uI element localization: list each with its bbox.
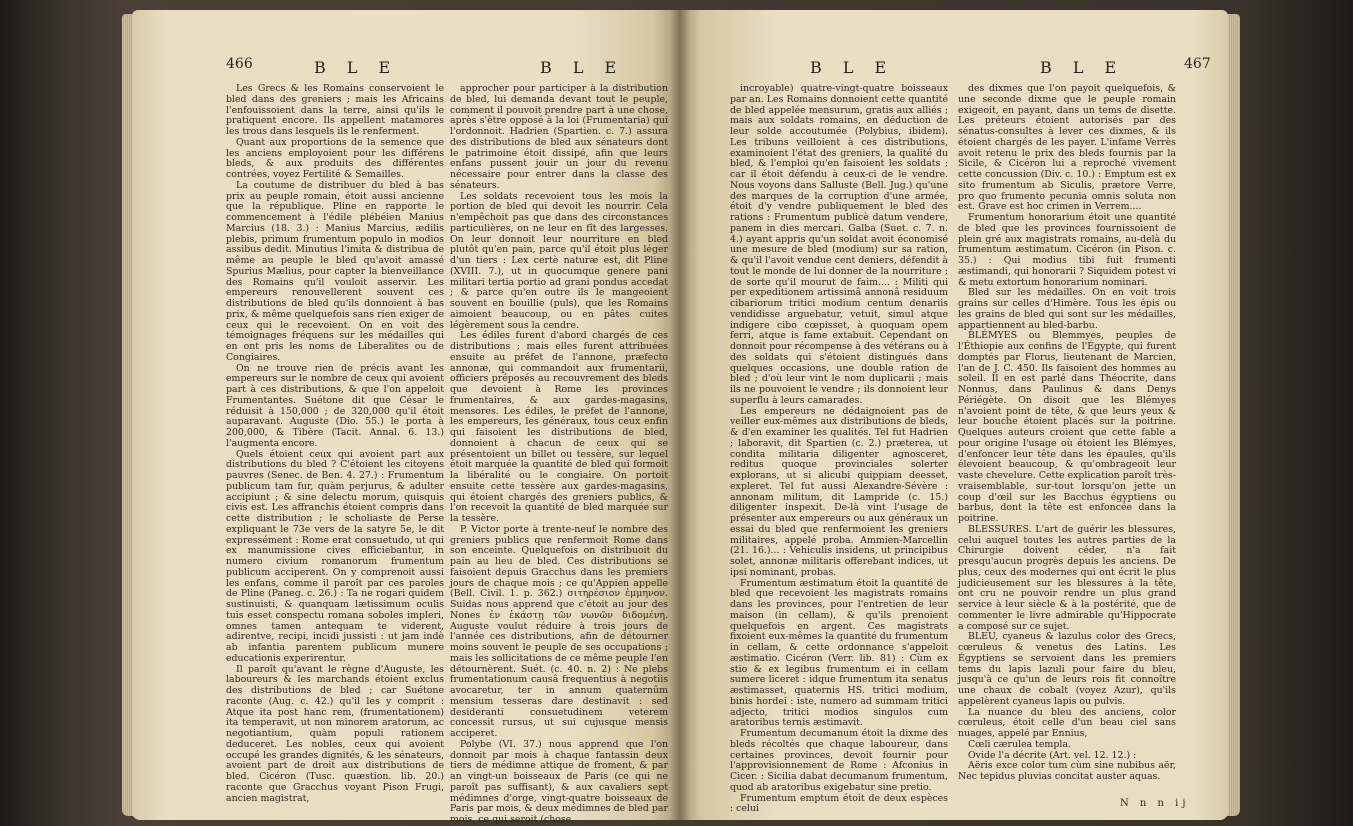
paragraph: BLÉMYES ou Blemmyes, peuples de l'Éthiopie aux confins de l'Égypte, qui furent domptés par Florus, lieutenant de Marcien, l'an de J. C. 450. Ils faisoient des hommes au soleil. Il en est parlé dans Théocrite, dans Nonnus, dans Paulinus & dans Denys Périégète. On disoit que les Blémyes n'avoient point de tête, & que leurs yeux & leur bouche étoient placés sur la poitrine. Quelques auteurs croient que cette fable a pour origine l'usage où étoient les Blémyes, d'enfoncer leur tête dans les épaules, qu'ils élevoient beaucoup, & qu'ombrageoit leur vaste chevelure. Cette explication paroît très-vraisemblable, sur-tout lorsqu'on jette un coup d'œil sur les Bacchus égyptiens ou barbus, dont la tête est enfoncée dans la poitrine.: [958, 330, 1176, 524]
running-head-left-col2: B L E: [540, 58, 625, 77]
paragraph: Frumentum æstimatum étoit la quantité de bled que recevoient les magistrats romains dans les provinces, pour l'entretien de leur maison (in cellam), & qu'ils prenoient quelquefois en argent. Ces magistrats fixoient eux-mêmes la quantité du frumentum in cellam, & cette ordonnance s'appeloit æstimatio. Cicéron (Verr. lib. 81) : Cùm ex stio & ex legibus frumentum ei in cellam sumere liceret : idque frumentum ita senatus æstimasset, quaternis HS. tritici modium, binis hordei : iste, numero ad summam tritici adjecto, tritici modios singulos cum aratoribus ternis æstimavit.: [730, 577, 948, 729]
paragraph: Frumentum decumanum étoit la dixme des bleds récoltés que chaque laboureur, dans certaines provinces, devoit fournir pour l'approvisionnement de Rome : Afconius in Cicer. : Sicilia dabat decumanum frumentum, quod ab aratoribus exigebatur sine pretio.: [730, 728, 948, 793]
paragraph: Frumentum emptum étoit de deux espèces : celui: [730, 792, 948, 815]
paragraph: Quant aux proportions de la semence que les anciens employoient pour les différens bleds, & aux produits des différentes contrées, voyez Fertilité & Semailles.: [226, 136, 444, 180]
paragraph: Bled sur les médailles. On en voit trois grains sur celles d'Himère. Tous les épis ou les grains de bled qui sont sur les médailles, appartiennent au bled-barbu.: [958, 287, 1176, 331]
right-page-edge: [1226, 14, 1240, 816]
paragraph: Les Grecs & les Romains conservoient le bled dans des greniers ; mais les Africains l'enfouissoient dans la terre, ainsi qu'ils le pratiquent encore. Ils appellent matamores les trous dans lesquels ils le renferment.: [226, 83, 444, 137]
paragraph: BLESSURES. L'art de guérir les blessures, celui auquel toutes les autres parties de la Chirurgie doivent céder, n'a fait presqu'aucun progrès depuis les anciens. De plus, ceux des modernes qui ont écrit le plus judicieusement sur les blessures à la tête, ont cru ne pouvoir rendre un plus grand service à leur siècle & à la postérité, que de commenter le livre admirable qu'Hippocrate a composé sur ce sujet.: [958, 523, 1176, 632]
page-number-left: 466: [226, 56, 253, 72]
paragraph: Ovide l'a décrite (Art. vel. 12. 12.) :: [968, 749, 1137, 761]
running-head-right-col2: B L E: [1040, 58, 1125, 77]
running-head-left-col1: B L E: [314, 58, 399, 77]
paragraph: Il paroît qu'avant le règne d'Auguste, les laboureurs & les marchands étoient exclus des distributions de bled ; car Suétone raconte (Aug. c. 42.) qu'il les y comprit : Atque ita post hanc rem, (frumentationem) ita temperavit, ut non minorem aratorum, ac negotiantium, quàm populi rationem deduceret. Les nobles, ceux qui avoient occupé les grandes dignités, & les sénateurs, avoient part de droit aux distributions de bled. Cicéron (Tusc. quæstion. lib. 20.) raconte que Gracchus voyant Pison Frugi, ancien magistrat,: [226, 663, 444, 804]
paragraph: La nuance du bleu des anciens, color cœruleus, étoit celle d'un beau ciel sans nuages, appelé par Ennius,: [958, 706, 1176, 739]
paragraph: Les édiles furent d'abord chargés de ces distributions ; mais elles furent attribuées ensuite au préfet de l'annone, præfecto annonæ, qui commandoit aux frumentarii, officiers préposés au recouvrement des bleds que devoient à Rome les provinces frumentaires, & aux gardes-magasins, mensores. Les édiles, le préfet de l'annone, les empereurs, les généraux, tous ceux enfin qui faisoient les distributions de bled, donnoient à chacun de ceux qui se présentoient un billet ou tessère, sur lequel étoit marquée la quantité de bled qui formoit la libéralité ou le congiaire. On portoit ensuite cette tessère aux gardes-magasins, qui étoient chargés des greniers publics, & l'on recevoit la quantité de bled marquée sur la tessère.: [450, 330, 668, 524]
book-gutter: [670, 10, 690, 820]
paragraph: incroyable) quatre-vingt-quatre boisseaux par an. Les Romains donnoient cette quantité de bled appelée mensurum, gratis aux alliés ; mais aux soldats romains, en déduction de leur solde accoutumée (Polybius, ibidem). Les tribuns veilloient à ces distributions, examinoient l'état des greniers, la qualité du bled, & l'emploi qu'en faisoient les soldats ; car il étoit défendu à ceux-ci de le vendre. Nous voyons dans Salluste (Bell. Jug.) qu'une des marques de la corruption d'une armée, étoit d'y vendre publiquement le bled des rations : Frumentum publicè datum vendere, panem in dies mercari. Galba (Suet. c. 7. n. 4.) ayant appris qu'un soldat avoit économisé une mesure de bled (modium) sur sa ration, & qu'il l'avoit vendue cent deniers, défendit à tout le monde de lui donner de la nourriture ; de sorte qu'il mourut de faim.... : Militi qui per expeditionem artissimâ annonâ residuum cibariorum tritici modium centum denariis vendidisse arguebatur, vetuit, simul atque indigere cibo cœpisset, à quoquam opem ferri, atque is fame extabuit. Cependant on donnoit pour récompense à des vétérans ou à des soldats qui s'étoient distingués dans quelques occasions, une double ration de bled ; d'où leur vint le nom duplicarii ; mais ils ne pouvoient le vendre ; ils donnoient leur superflu à leurs camarades.: [730, 83, 948, 406]
paragraph: Les soldats recevoient tous les mois la portion de bled qui devoit les nourrir. Cela n'empêchoit pas que dans des circonstances particulières, on ne leur en fît des largesses. On leur donnoit leur nourriture en bled plutôt qu'en pain, parce qu'il étoit plus léger d'un tiers : Lex certè naturæ est, dit Pline (XVIII. 7.), ut in quocumque genere pani militari tertia portio ad grani pondus accedat ; & parce qu'en outre ils le mangeoient souvent en bouillie (puls), que les Romains aimoient beaucoup, ou en pâtes cuites légèrement sous la cendre.: [450, 190, 668, 331]
paragraph: On ne trouve rien de précis avant les empereurs sur le nombre de ceux qui avoient part à ces distributions, & que l'on appeloit Frumentantes. Suétone dit que César le réduisit à 150,000 ; de 320,000 qu'il étoit auparavant. Auguste (Dio. 55.) le porta à 200,000, & Tibère (Tacit. Annal. 6. 13.) l'augmenta encore.: [226, 362, 444, 449]
left-page: [132, 10, 680, 825]
paragraph: Les empereurs ne dédaignoient pas de veiller eux-mêmes aux distributions de bleds, & d'en examiner les qualités. Tel fut Hadrien ; laboravit, dit Spartien (c. 2.) præterea, ut condita militaria diligenter agnosceret, reditus quoque provinciales solerter explorans, ut si alicubi quippiam deesset, expleret. Tel fut aussi Alexandre-Sévère : annonam militum, dit Lampride (c. 15.) diligenter inspexit. De-là vint l'usage de présenter aux empereurs ou aux généraux un essai du bled que renfermoient les greniers militaires, appelé proba. Ammien-Marcellin (21. 16.)... : Vehiculis insidens, ut principibus solet, annonæ militaris offerebant indices, ut ipsi nominant, probas.: [730, 405, 948, 578]
right-page-column-2: [958, 84, 1176, 796]
paragraph: des dixmes que l'on payoit quelquefois, & une seconde dixme que le peuple romain exigeoit, en payant, dans un tems de disette. Les préteurs étoient autorisés par des sénatus-consultes à lever ces dixmes, & ils étoient chargés de les payer. L'infame Verrès avoit retenu le prix des bleds fournis par la Sicile, & Cicéron lui a reproché vivement cette concussion (Div. c. 10.) : Emptum est ex sito frumentum ab Siculis, prætore Verre, pro quo frumento pecunia omnis soluta non est. Grave est hoc crimen in Verrem....: [958, 83, 1176, 213]
paragraph: approcher pour participer à la distribution de bled, lui demanda devant tout le peuple, comment il pouvoit prendre part à une chose, après s'être opposé à la loi (Frumentaria) qui l'ordonnoit. Hadrien (Spartien. c. 7.) assura des distributions de bled aux sénateurs dont le patrimoine étoit dissipé, afin que leurs enfans pussent jouir un jour du revenu nécessaire pour entrer dans la classe des sénateurs.: [450, 83, 668, 191]
signature-mark: N n n ij: [1120, 798, 1190, 809]
paragraph: BLEU, cyaneus & lazulus color des Grecs, cœruleus & venetus des Latins. Les Égyptiens se servoient dans les premiers tems du lapis lazuli pour faire du bleu, jusqu'à ce qu'un de leurs rois fit connoître une chaux de cobalt (voyez Azur), qu'ils appelèrent cyaneus lapis ou pulvis.: [958, 631, 1176, 707]
paragraph: Frumentum honorarium étoit une quantité de bled que les provinces fournissoient de plein gré aux magistrats romains, au-delà du frumentum æstimatum. Cicéron (in Pison. c. 35.) : Qui modius tibi fuit frumenti æstimandi, qui honorarii ? Siquidem potest vi & metu extortum honorarium nominari.: [958, 212, 1176, 288]
paragraph: Quels étoient ceux qui avoient part aux distributions du bled ? C'étoient les citoyens pauvres (Senec. de Ben. 4. 27.) : Frumentum publicum tam fur, quàm perjurus, & adulter accipiunt ; & sine delectu morum, quisquis civis est. Les affranchis étoient compris dans cette distribution ; le scholiaste de Perse expliquant le 73e vers de la satyre 5e, le dit expressément : Rome erat consuetudo, ut qui ex manumissione cives efficiebantur, in numero civium romanorum frumentum publicum acciperent. On y comprenoit aussi les enfans, comme il paroît par ces paroles de Pline (Paneg. c. 26.) : Ta ne rogari quidem sustinuisti, & quanquam lætissimum oculis tuis esset conspectu romana soboles impleri, omnes tamen antequam te viderent, adirentve, recipi, incidi jussisti : ut jam indè ab infantia parentem publicum munere educationis experirentur.: [226, 448, 444, 664]
running-head-right-col1: B L E: [810, 58, 895, 77]
left-page-column-2: [450, 83, 668, 825]
paragraph: La coutume de distribuer du bled à bas prix au peuple romain, étoit aussi ancienne que la république. Pline en rapporte le commencement à l'édile plébéien Manius Marcius (18. 3.) : Manius Marcius, ædilis plebis, primum frumentum populo in modios assibus dedit. Minutius l'imita & distribua de même au peuple le bled qu'avoit amassé Spurius Mælius, pour capter la bienveillance des Romains qu'il vouloit asservir. Les empereurs renouvellerent souvent ces distributions de bled qu'ils donnoient à bas prix, & même quelquefois sans rien exiger de ceux qui le recevoient. On en voit des témoignages fréquens sur les médailles qui en ont pris les noms de Liberalites ou de Congiaires.: [226, 179, 444, 363]
paragraph: Aëris exce color tum cùm sine nubibus aër, Nec tepidus pluvias concitat auster aquas.: [958, 760, 1176, 782]
paragraph: Polybe (VI. 37.) nous apprend que l'on donnoit par mois à chaque fantassin deux tiers de médimne attique de froment, & par an vingt-un boisseaux de Paris (ce qui ne paroît pas suffisant), & aux cavaliers sept médimnes d'orge, vingt-quatre boisseaux de Paris par mois, & deux médimnes de bled par mois, ce qui seroit (chose: [450, 738, 668, 825]
right-page-column-1: [730, 84, 948, 814]
right-page: [680, 10, 1228, 820]
paragraph: P. Victor porte à trente-neuf le nombre des greniers publics que renfermoit Rome dans son enceinte. Quelquefois on distribuoit du pain au lieu de bled. Ces distributions se faisoient depuis Gracchus dans les premiers jours de chaque mois ; ce qu'Appien appelle (Bell. Civil. 1. p. 362.) σιτηρέσιον ἐμμηνον. Suidas nous apprend que c'étoit au jour des Nones ἐν ἑκάστῃ τῶν νωνῶν διδομένη. Auguste voulut réduire à trois jours de l'année ces distributions, afin de détourner moins souvent le peuple de ses occupations ; mais les sollicitations de ce même peuple l'en détournèrent. Suét. (c. 40. n. 2) : Ne plebs frumentationum causâ frequentius à negotiis avocaretur, ter in annum quaternûm mensium tesseras dare destinavit : sed desideranti consuetudinem veterem concessit rursus, ut sui cujusque mensis acciperet.: [450, 523, 668, 739]
page-number-right: 467: [1184, 56, 1211, 72]
paragraph: Cœli cærulea templa.: [968, 738, 1071, 750]
left-page-column-1: [226, 84, 444, 814]
